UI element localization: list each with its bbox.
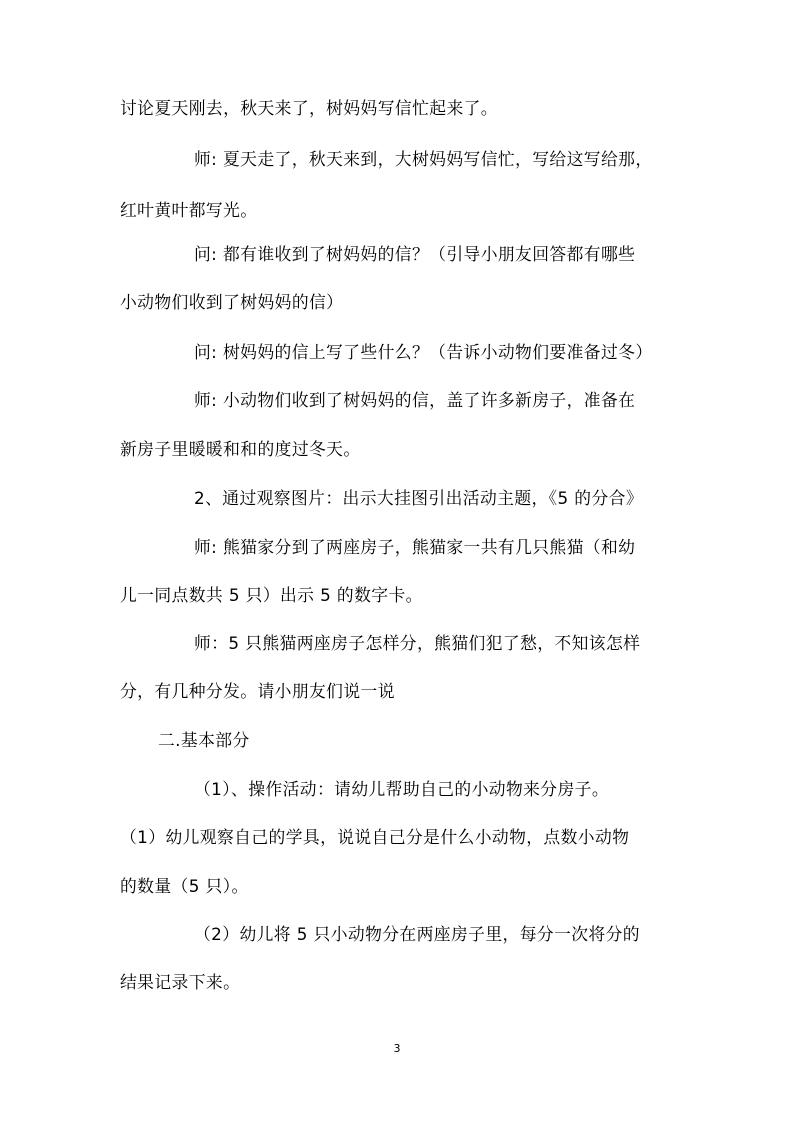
text-line-6: 问: 树妈妈的信上写了些什么？（告诉小动物们要准备过冬） [194,342,653,362]
text-line-9: 2、通过观察图片：出示大挂图引出活动主题，《5 的分合》 [194,488,644,508]
text-line-3: 红叶黄叶都写光。 [120,200,258,220]
section-heading: 二.基本部分 [158,730,250,750]
text-line-2: 师: 夏天走了，秋天来到，大树妈妈写信忙，写给这写给那， [194,149,653,169]
text-line-7: 师: 小动物们收到了树妈妈的信，盖了许多新房子，准备在 [194,390,636,410]
text-line-16: （1）幼儿观察自己的学具，说说自己分是什么小动物，点数小动物 [120,827,630,847]
text-line-11: 儿一同点数共 5 只）出示 5 的数字卡。 [120,585,423,605]
text-line-15: （1）、操作活动：请幼儿帮助自己的小动物来分房子。 [194,779,610,799]
text-line-18: （2）幼儿将 5 只小动物分在两座房子里，每分一次将分的 [194,924,640,944]
text-line-13: 分，有几种分发。请小朋友们说一说 [120,681,395,701]
text-line-10: 师: 熊猫家分到了两座房子，熊猫家一共有几只熊猫（和幼 [194,537,636,557]
page-number: 3 [393,1042,401,1055]
text-line-12: 师：5 只熊猫两座房子怎样分，熊猫们犯了愁，不知该怎样 [194,633,641,653]
text-line-4: 问: 都有谁收到了树妈妈的信？（引导小朋友回答都有哪些 [194,244,636,264]
text-line-1: 讨论夏天刚去，秋天来了，树妈妈写信忙起来了。 [120,98,498,118]
text-line-8: 新房子里暖暖和和的度过冬天。 [120,439,361,459]
text-line-5: 小动物们收到了树妈妈的信） [120,292,344,312]
text-line-19: 结果记录下来。 [120,972,241,992]
text-line-17: 的数量（5 只）。 [120,876,249,896]
